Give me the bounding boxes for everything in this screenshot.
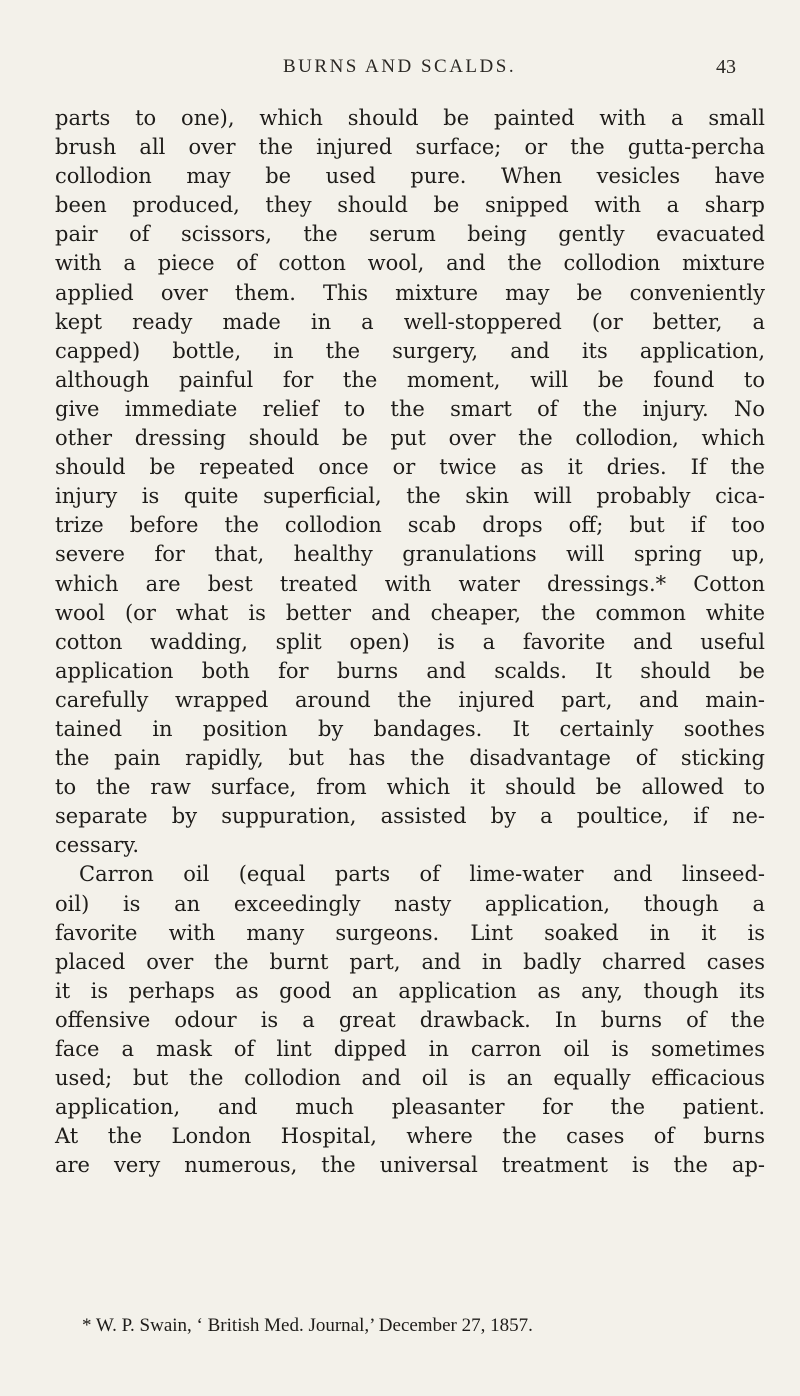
- text-line-paragraph-end: cessary.: [55, 833, 140, 858]
- text-line: oil) is an exceedingly nasty application, though a: [55, 891, 765, 916]
- text-line: separate by suppuration, assisted by a poultice, if ne-: [55, 804, 765, 829]
- text-line: give immediate relief to the smart of the injury. No: [55, 396, 765, 421]
- text-line: been produced, they should be snipped with a sharp: [55, 193, 765, 218]
- text-line: favorite with many surgeons. Lint soaked in it is: [55, 920, 765, 945]
- text-line: although painful for the moment, will be found to: [55, 367, 765, 392]
- body-text: [55, 104, 765, 1180]
- text-line: parts to one), which should be painted with a small: [55, 106, 765, 130]
- footnote: * W. P. Swain, ‘ British Med. Journal,’ December 27, 1857.: [82, 1315, 533, 1336]
- text-line: face a mask of lint dipped in carron oil is sometimes: [55, 1037, 765, 1061]
- text-line: brush all over the injured surface; or the gutta-percha: [55, 135, 765, 160]
- text-line: which are best treated with water dressings.* Cotton: [55, 571, 765, 596]
- text-line: are very numerous, the universal treatment is the ap-: [55, 1153, 765, 1178]
- text-line: it is perhaps as good an application as any, though its: [55, 978, 765, 1003]
- text-line: used; but the collodion and oil is an equally efficacious: [55, 1066, 765, 1091]
- text-line: applied over them. This mixture may be conveniently: [55, 280, 765, 305]
- text-line: injury is quite superficial, the skin will probably cica-: [55, 484, 765, 509]
- text-line: application both for burns and scalds. It should be: [55, 658, 765, 683]
- text-line: pair of scissors, the serum being gently evacuated: [55, 222, 765, 247]
- text-line: severe for that, healthy granulations will spring up,: [55, 542, 765, 567]
- text-line: the pain rapidly, but has the disadvantage of sticking: [55, 746, 765, 771]
- text-line: carefully wrapped around the injured part, and main-: [55, 687, 765, 712]
- text-line: At the London Hospital, where the cases of burns: [55, 1124, 765, 1149]
- text-line: trize before the collodion scab drops off; but if too: [55, 513, 765, 538]
- text-line: should be repeated once or twice as it dries. If the: [55, 455, 765, 480]
- page-number: 43: [716, 56, 736, 78]
- text-line: offensive odour is a great drawback. In burns of the: [55, 1007, 765, 1032]
- text-line-paragraph-start: Carron oil (equal parts of lime-water and linseed-: [79, 862, 765, 887]
- text-line: capped) bottle, in the surgery, and its application,: [55, 338, 765, 363]
- text-line: to the raw surface, from which it should be allowed to: [55, 775, 765, 800]
- text-line: application, and much pleasanter for the patient.: [55, 1095, 765, 1120]
- text-line: kept ready made in a well-stoppered (or better, a: [55, 309, 765, 334]
- text-line: other dressing should be put over the collodion, which: [55, 426, 765, 451]
- text-line: wool (or what is better and cheaper, the common white: [55, 600, 765, 625]
- text-line: cotton wadding, split open) is a favorite and useful: [55, 629, 765, 654]
- text-line: collodion may be used pure. When vesicles have: [55, 164, 765, 189]
- text-line: with a piece of cotton wool, and the collodion mixture: [55, 251, 765, 276]
- text-line: tained in position by bandages. It certainly soothes: [55, 716, 765, 741]
- text-line: placed over the burnt part, and in badly charred cases: [55, 949, 765, 974]
- running-head: [0, 56, 800, 86]
- running-title: BURNS AND SCALDS.: [283, 56, 517, 77]
